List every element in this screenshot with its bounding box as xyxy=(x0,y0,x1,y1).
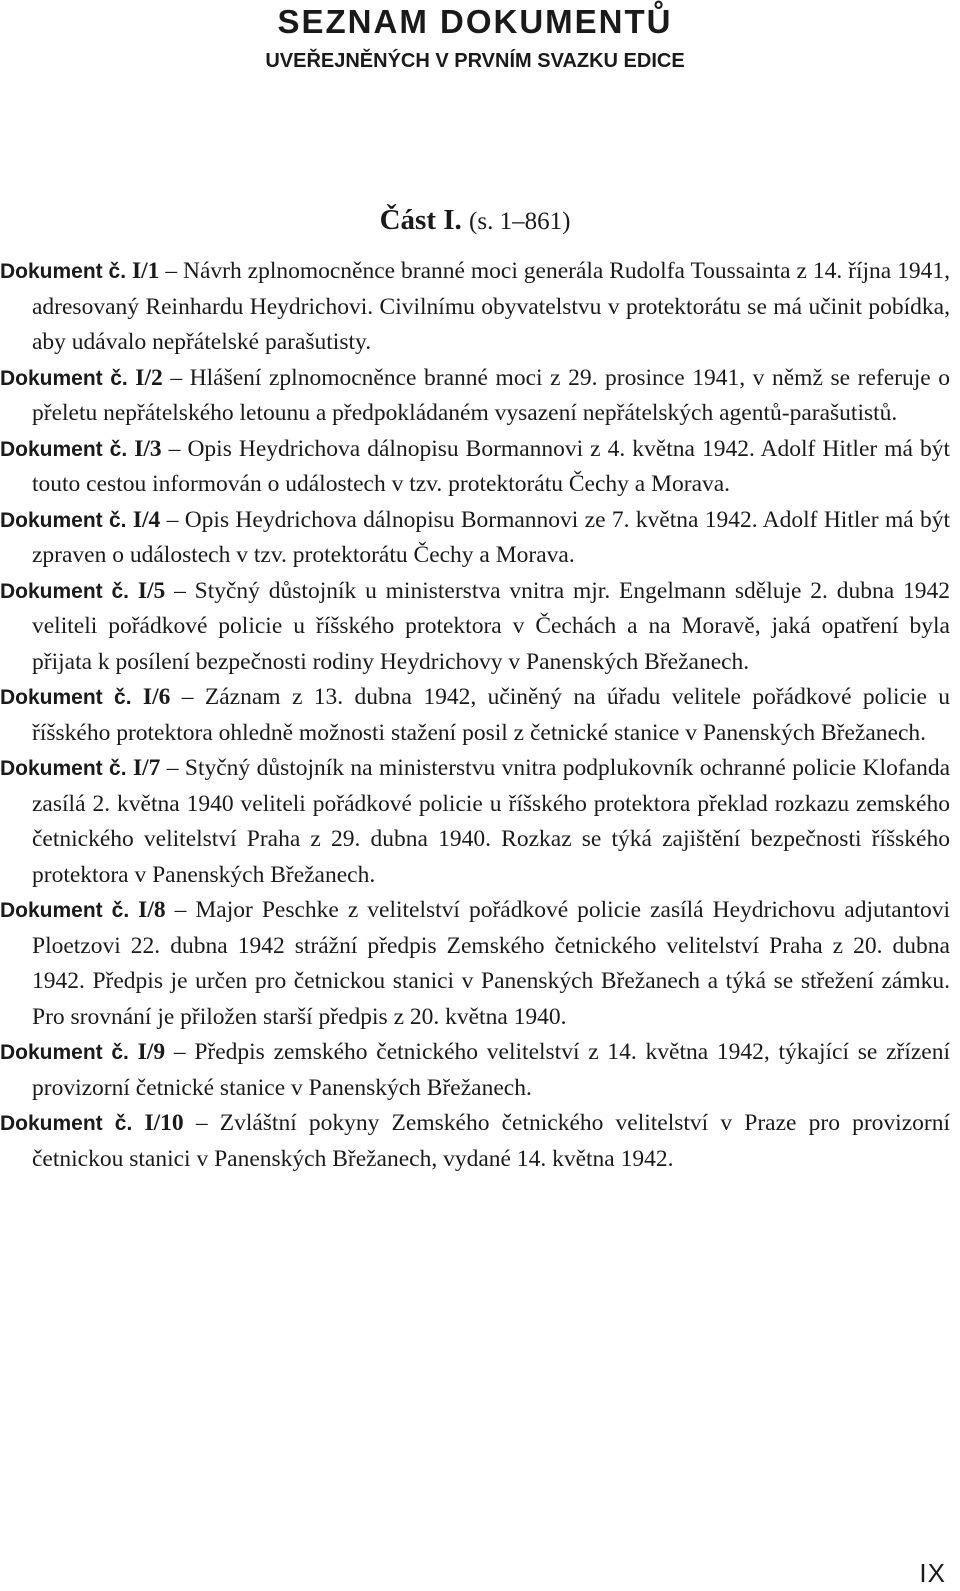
document-entry xyxy=(0,432,950,503)
document-label: Dokument č. xyxy=(0,686,132,709)
document-description: – Styčný důstojník u ministerstva vnitra mjr. Engelmann sděluje 2. dubna 1942 veliteli pořádkové policie u říšského protektora v Čechách a na Moravě, jaká opatření byla přijata k posílení bezpečnosti rodiny Heydrichovy v Panenských Břežanech. xyxy=(32,577,950,675)
document-label: Dokument č. xyxy=(0,366,128,390)
document-number: I/4 xyxy=(132,506,161,533)
document-label: Dokument č. xyxy=(0,899,130,922)
document-description: – Major Peschke z velitelství pořádkové policie zasílá Heydrichovu adjutantovi Ploetzovi 22. dubna 1942 strážní předpis Zemského četnického velitelství Praha z 20. dubna 1942. Předpis je určen pro četnickou stanici v Panenských Břežanech a týká se střežení zámku. Pro srovnání je přiložen starší předpis z 20. května 1940. xyxy=(32,897,951,1030)
document-description: – Zvláštní pokyny Zemského četnického velitelství v Praze pro provizorní četnickou stanici v Panenských Břežanech, vydané 14. května 1942. xyxy=(32,1110,950,1172)
document-label: Dokument č. xyxy=(0,508,127,532)
document-description: – Hlášení zplnomocněnce branné moci z 29. prosince 1941, v němž se referuje o přeletu nepřátelského letounu a předpokládaném vysazení nepřátelských agentů-parašutistů. xyxy=(32,364,950,426)
document-list xyxy=(0,254,950,1177)
page-subtitle: UVEŘEJNĚNÝCH V PRVNÍM SVAZKU EDICE xyxy=(265,50,685,72)
part-label: Část I. xyxy=(379,204,462,236)
document-description: – Opis Heydrichova dálnopisu Bormannovi z 4. května 1942. Adolf Hitler má být touto cestou informován o událostech v tzv. protektorátu Čechy a Morava. xyxy=(32,435,950,497)
document-entry xyxy=(0,751,950,893)
document-description: – Záznam z 13. dubna 1942, učiněný na úřadu velitele pořádkové policie u říšského protektora ohledně možnosti stažení posil z četnické stanice v Panenských Břežanech. xyxy=(32,684,951,746)
document-number: I/2 xyxy=(135,364,163,391)
page-title: SEZNAM DOKUMENTŮ xyxy=(277,3,673,40)
document-number: I/9 xyxy=(137,1039,166,1065)
document-label: Dokument č. xyxy=(0,579,129,603)
page-number: IX xyxy=(919,1558,946,1588)
document-label: Dokument č. xyxy=(0,1112,133,1135)
document-entry xyxy=(0,574,950,681)
document-number: I/8 xyxy=(138,897,166,923)
document-entry xyxy=(0,254,950,361)
document-label: Dokument č. xyxy=(0,757,127,780)
document-entry xyxy=(0,361,950,432)
document-number: I/1 xyxy=(131,258,160,284)
document-number: I/10 xyxy=(144,1110,184,1136)
document-entry xyxy=(0,893,950,1035)
document-entry xyxy=(0,503,950,574)
document-description: – Opis Heydrichova dálnopisu Bormannovi ze 7. května 1942. Adolf Hitler má být zpraven o událostech v tzv. protektorátu Čechy a Morava. xyxy=(32,506,951,568)
document-entry xyxy=(0,1035,950,1106)
document-number: I/3 xyxy=(134,435,162,462)
document-number: I/6 xyxy=(142,684,171,710)
document-description: – Návrh zplnomocněnce branné moci generála Rudolfa Toussainta z 14. října 1941, adresovaný Reinhardu Heydrichovi. Civilnímu obyvatelstvu v protektorátu se má učinit pobídka, aby udávalo nepřátelské parašutisty. xyxy=(32,258,951,355)
document-description: – Předpis zemského četnického velitelství z 14. května 1942, týkající se zřízení provizorní četnické stanice v Panenských Břežanech. xyxy=(32,1039,950,1101)
document-label: Dokument č. xyxy=(0,260,127,283)
document-description: – Styčný důstojník na ministerstvu vnitra podplukovník ochranné policie Klofanda zasílá 2. května 1940 veliteli pořádkové policie u říšského protektora překlad rozkazu zemského četnického velitelství Praha z 29. dubna 1940. Rozkaz se týká zajištění bezpečnosti říšského protektora v Panenských Břežanech. xyxy=(32,755,951,888)
document-number: I/5 xyxy=(137,577,166,604)
document-number: I/7 xyxy=(132,755,161,781)
document-label: Dokument č. xyxy=(0,437,128,461)
part-range: (s. 1–861) xyxy=(469,208,571,235)
part-heading xyxy=(0,200,950,242)
document-entry xyxy=(0,1106,950,1177)
document-label: Dokument č. xyxy=(0,1041,129,1064)
document-entry xyxy=(0,680,950,751)
